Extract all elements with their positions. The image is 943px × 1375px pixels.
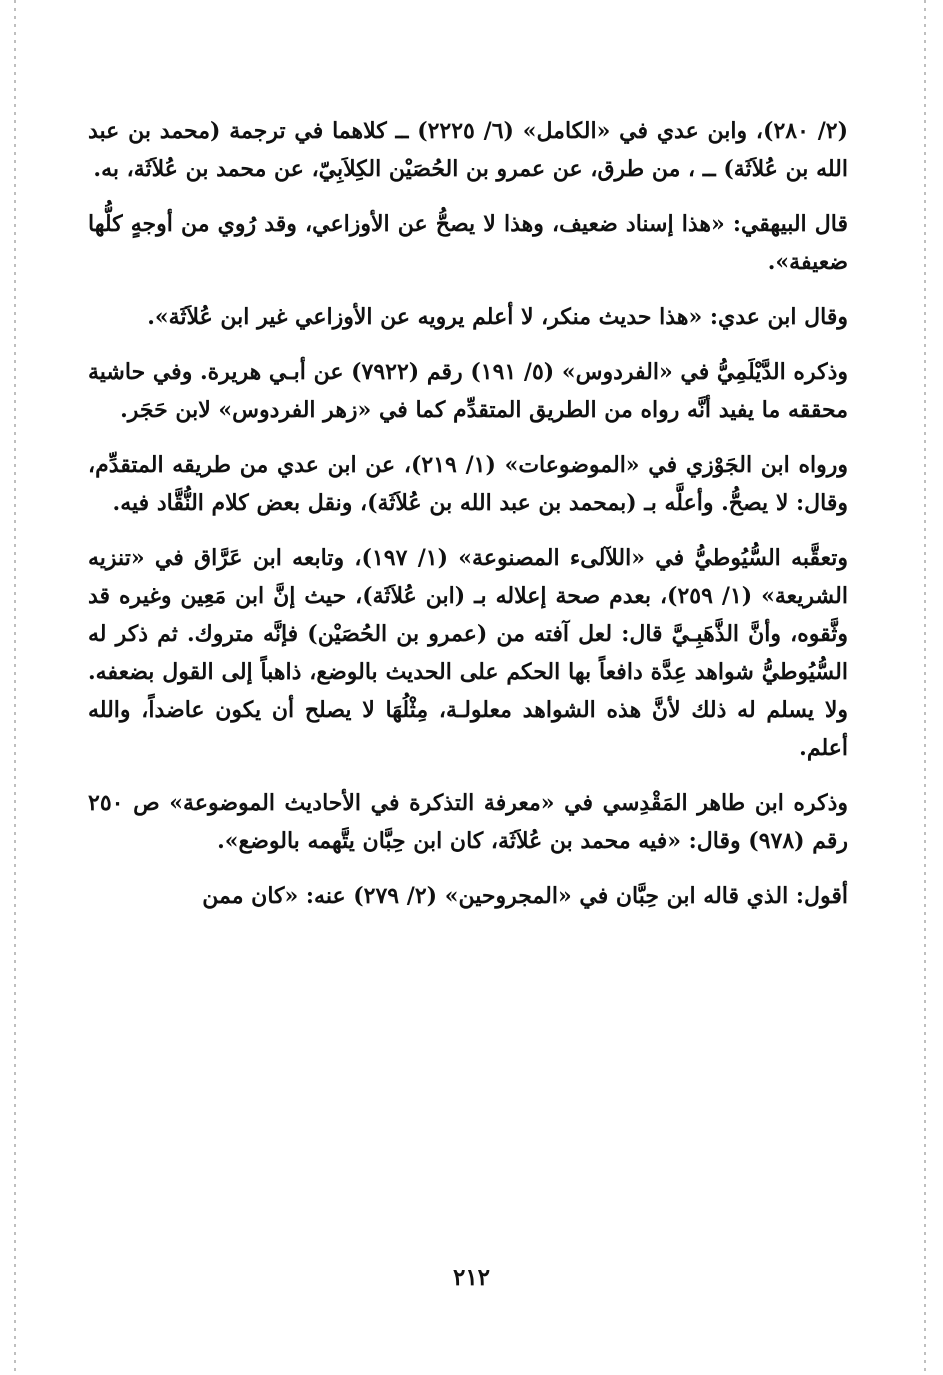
- paragraph: أقول: الذي قاله ابن حِبَّان في «المجروحين» (٢/ ٢٧٩) عنه: «كان ممن: [202, 883, 848, 909]
- paragraph: وذكره ابن طاهر المَقْدِسي في «معرفة التذكرة في الأحاديث الموضوعة» ص ٢٥٠ رقم (٩٧٨) وقال: «فيه محمد بن عُلاَثَة، كان ابن حِبَّان يتَّهمه بالوضع».: [88, 790, 848, 854]
- paragraph: (٢/ ٢٨٠)، وابن عدي في «الكامل» (٦/ ٢٢٢٥) ــ كلاهما في ترجمة (محمد بن عبد الله بن عُلاَثَة) ــ ، من طرق، عن عمرو بن الحُصَيْن الكِلاَبِيّ، عن محمد بن عُلاَثَة، به.: [88, 118, 848, 182]
- scan-margin-left: [14, 0, 16, 1375]
- paragraph: وتعقَّبه السُّيُوطيُّ في «اللآلىء المصنوعة» (١/ ١٩٧)، وتابعه ابن عَرَّاق في «تنزيه الشريعة» (١/ ٢٥٩)، بعدم صحة إعلاله بـ (ابن عُلاَثَة)، حيث إنَّ ابن مَعِين وغيره قد وثَّقوه، وأنَّ الذَّهَبِـيَّ قال: لعل آفته من (عمرو بن الحُصَيْن) فإنَّه متروك. ثم ذكر له السُّيُوطيُّ شواهد عِدَّة دافعاً بها الحكم على الحديث بالوضع، ذاهباً إلى القول بضعفه. ولا يسلم له ذلك لأنَّ هذه الشواهد معلولـة، مِثْلُهَا لا يصلح أن يكون عاضداً، والله أعلم.: [88, 545, 849, 761]
- scan-margin-right: [924, 0, 926, 1375]
- paragraph: ورواه ابن الجَوْزي في «الموضوعات» (١/ ٢١٩)، عن ابن عدي من طريقه المتقدِّم، وقال: لا يصحُّ. وأعلَّه بـ (بمحمد بن عبد الله بن عُلاَثَة)، ونقل بعض كلام النُّقَّاد فيه.: [88, 452, 849, 516]
- page-number: ٢١٢: [452, 1264, 491, 1291]
- paragraph: قال البيهقي: «هذا إسناد ضعيف، وهذا لا يصحُّ عن الأوزاعي، وقد رُوي من أوجهٍ كلُّها ضعيفة».: [88, 211, 848, 275]
- paragraph: وذكره الدَّيْلَمِيُّ في «الفردوس» (٥/ ١٩١) رقم (٧٩٢٢) عن أبـي هريرة. وفي حاشية محققه ما يفيد أنَّه رواه من الطريق المتقدِّم كما في «زهر الفردوس» لابن حَجَر.: [88, 359, 848, 423]
- body-text: [88, 112, 848, 932]
- paragraph: وقال ابن عدي: «هذا حديث منكر، لا أعلم يرويه عن الأوزاعي غير ابن عُلاَثَة».: [147, 304, 848, 330]
